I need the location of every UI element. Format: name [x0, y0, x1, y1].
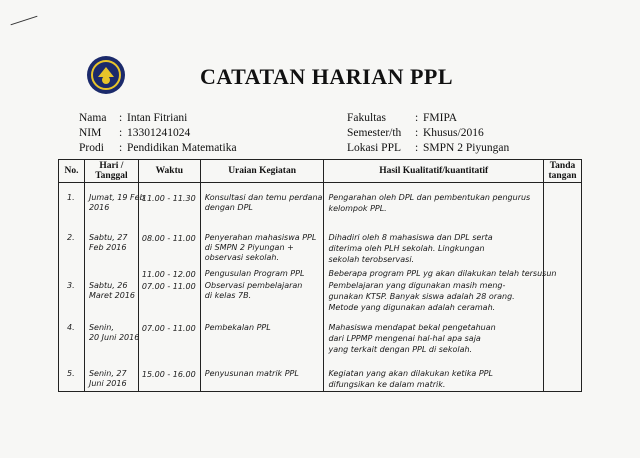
entry-activity: observasi sekolah. — [204, 253, 280, 262]
entry-time: 08.00 - 11.00 — [141, 234, 196, 243]
student-info — [79, 111, 237, 156]
info-row — [79, 141, 237, 156]
col-signature — [543, 183, 581, 392]
entry-result: diterima oleh PLH sekolah. Lingkungan — [328, 244, 485, 253]
col-activity — [200, 183, 324, 392]
university-logo-icon — [86, 55, 126, 95]
info-value: SMPN 2 Piyungan — [423, 142, 510, 154]
info-colon: : — [119, 142, 123, 154]
entry-result: Dihadiri oleh 8 mahasiswa dan DPL serta — [328, 233, 493, 242]
info-colon: : — [415, 112, 419, 124]
entry-result: dari LPPMP mengenai hal-hal apa saja — [328, 334, 481, 343]
info-row — [347, 111, 509, 126]
info-label: Nama — [79, 112, 107, 124]
entry-date: Jumat, 19 Feb — [88, 193, 145, 202]
entry-result: Metode yang digunakan adalah ceramah. — [328, 303, 496, 312]
entry-result: sekolah terobservasi. — [328, 255, 415, 264]
entry-date: Sabtu, 27 — [88, 233, 128, 242]
entry-date: 2016 — [88, 203, 110, 212]
entry-result: yang terkait dengan PPL di sekolah. — [328, 345, 473, 354]
info-label: Prodi — [79, 142, 104, 154]
entry-activity: Penyusunan matrik PPL — [204, 369, 299, 378]
table-body-row — [59, 183, 582, 392]
info-label: Lokasi PPL — [347, 142, 401, 154]
entry-date: Senin, — [88, 323, 114, 332]
header-result: Hasil Kualitatif/kuantitatif — [324, 160, 544, 183]
entry-time: 07.00 - 11.00 — [141, 324, 196, 333]
info-colon: : — [119, 127, 123, 139]
header-signature: Tanda tangan — [543, 160, 581, 183]
daily-log-table — [58, 159, 582, 392]
entry-time: 11.00 - 11.30 — [141, 194, 196, 203]
info-row — [79, 111, 237, 126]
info-label: NIM — [79, 127, 102, 139]
entry-number: 3. — [67, 281, 75, 290]
entry-date: 20 Juni 2016 — [88, 333, 140, 342]
header-time: Waktu — [138, 160, 200, 183]
info-colon: : — [119, 112, 123, 124]
entry-result: kelompok PPL. — [328, 204, 387, 213]
info-value: Khusus/2016 — [423, 127, 484, 139]
entry-number: 2. — [67, 233, 75, 242]
info-row — [79, 126, 237, 141]
entry-activity: Observasi pembelajaran — [204, 281, 303, 290]
page-title: CATATAN HARIAN PPL — [200, 64, 454, 89]
entry-activity: Konsultasi dan temu perdana — [204, 193, 323, 202]
col-result — [324, 183, 557, 392]
entry-activity: Pengusulan Program PPL — [204, 269, 305, 278]
entry-result: Kegiatan yang akan dilakukan ketika PPL — [328, 369, 493, 378]
entry-time: 11.00 - 12.00 — [141, 270, 196, 279]
info-row — [347, 141, 509, 156]
header-no: No. — [59, 160, 85, 183]
info-row — [347, 126, 509, 141]
pen-mark — [11, 16, 38, 26]
col-date — [84, 183, 145, 392]
header-activity: Uraian Kegiatan — [200, 160, 324, 183]
entry-activity: Pembekalan PPL — [204, 323, 271, 332]
entry-time: 07.00 - 11.00 — [141, 282, 196, 291]
entry-number: 1. — [67, 193, 75, 202]
entry-result: Pembelajaran yang digunakan masih meng- — [328, 281, 506, 290]
info-value: Pendidikan Matematika — [127, 142, 237, 154]
entry-result: gunakan KTSP. Banyak siswa adalah 28 orang. — [328, 292, 515, 301]
info-value: 13301241024 — [127, 127, 191, 139]
col-no — [59, 183, 85, 392]
entry-date: Sabtu, 26 — [88, 281, 128, 290]
info-label: Semester/th — [347, 127, 402, 139]
entry-date: Feb 2016 — [88, 243, 127, 252]
info-value: Intan Fitriani — [127, 112, 188, 124]
entry-result: Mahasiswa mendapat bekal pengetahuan — [328, 323, 496, 332]
entry-result: difungsikan ke dalam matrik. — [328, 380, 446, 389]
table-header-row — [59, 160, 582, 183]
entry-activity: di SMPN 2 Piyungan + — [204, 243, 294, 252]
entry-time: 15.00 - 16.00 — [141, 370, 196, 379]
placement-info — [347, 111, 509, 156]
entry-date: Juni 2016 — [88, 379, 127, 388]
header-date: Hari / Tanggal — [84, 160, 138, 183]
entry-date: Maret 2016 — [88, 291, 136, 300]
info-value: FMIPA — [423, 112, 458, 124]
info-label: Fakultas — [347, 112, 386, 124]
info-colon: : — [415, 142, 419, 154]
entry-date: Senin, 27 — [88, 369, 127, 378]
entry-number: 5. — [67, 369, 75, 378]
col-time — [138, 183, 200, 392]
entry-result: Pengarahan oleh DPL dan pembentukan pengurus — [328, 193, 531, 202]
entry-number: 4. — [67, 323, 75, 332]
info-colon: : — [415, 127, 419, 139]
entry-activity: Penyerahan mahasiswa PPL — [204, 233, 317, 242]
entry-activity: dengan DPL — [204, 203, 253, 212]
entry-activity: di kelas 7B. — [204, 291, 252, 300]
entry-result: Beberapa program PPL yg akan dilakukan telah tersusun — [328, 269, 557, 278]
